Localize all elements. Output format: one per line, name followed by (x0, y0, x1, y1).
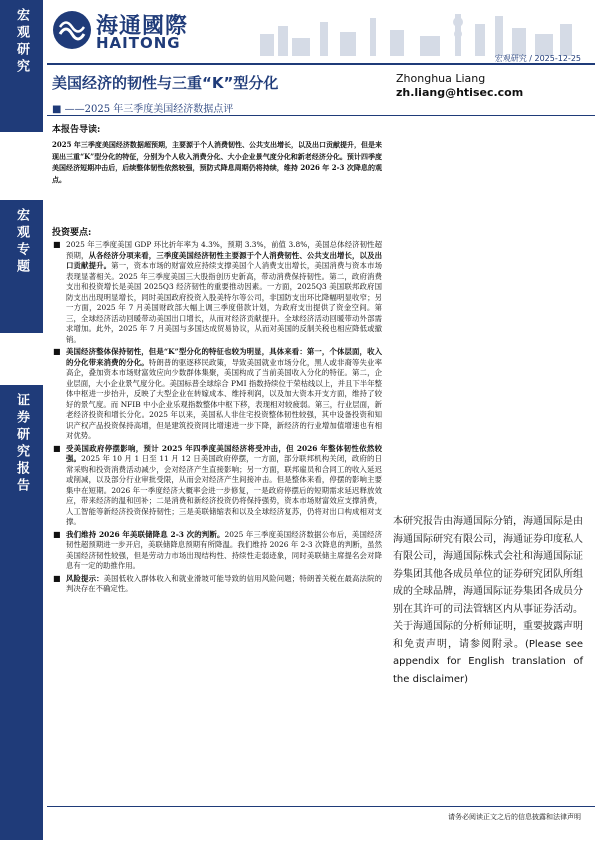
bullet-icon: ■ (53, 529, 61, 539)
guide-text: 2025 年三季度美国经济数据超预期，主要源于个人消费韧性、公共支出增长，以及出口贡献提升，但是来现出三重“K”型分化的特征，分别为个人收入消费分化、大小企业景气度分化和新老经济分化。预计四季度美国经济短期冲击后，后续整体韧性依然较强，预防式降息周期仍将持续，维持 2026 年 2-3 次降息的观点。 (52, 140, 382, 184)
list-item (52, 347, 382, 442)
title-divider (47, 115, 595, 116)
page-title: 美国经济的韧性与三重“K”型分化 (52, 74, 279, 92)
point-text: 特朗普的驱逐移民政策，导致美国就业市场分化，黑人或非裔等失业率高企，叠加资本市场财富效应向少数群体集聚，美国构成了当前美国收入分化的特征。第二，企业层面，大小企业景气度分化。美国标普全球综合 PMI 指数持续位于荣枯线以上，并且下半年整体中枢进一步抬升，反映了大型企业在转嫁成本、维持利润，以及加大资本开支方面，维持了较好的景气度。而 NFIB 中小企业乐观指数整体中枢下移，表现相对较疲弱。第三，行业层面，新老经济投资和增长分化。2025 年以来，美国私人非住宅投资整体韧性较强，其中设备投资和知识产权产品投资保持高增，但是建筑投资同比增速进一步下降，新经济的行业增加值增速也有相对优势。 (66, 357, 382, 440)
point-bold-text: 受美国政府停摆影响，预计 2025 年四季度美国经济将受冲击，但 2026 年整体韧性依然较强。 (66, 443, 382, 463)
points-heading: 投资要点: (52, 228, 92, 238)
disclaimer-cn: 本研究报告由海通国际分销，海通国际是由海通国际研究有限公司，海通证券印度私人有限公司，海通国际株式会社和海通国际证券集团其他各成员单位的证券研究团队所组成的全球品牌，海通国际证券集团各成员分别在其许可的司法管辖区内从事证券活动。关于海通国际的分析师证明，重要披露声明和免责声明，请参阅附录。 (393, 516, 583, 650)
footer-text: 请务必阅读正文之后的信息披露和法律声明 (448, 813, 581, 821)
brand-name-en: HAITONG (96, 34, 181, 52)
guide-heading: 本报告导读: (52, 125, 101, 135)
point-text: 第一，资本市场的财富效应持续支撑美国个人消费支出增长，美国消费与资本市场表现显著相关。2025 年三季度美国三大股指创历史新高，带动消费保持韧性。第二，政府消费支出和投资增长是美国 2025Q3 经济韧性的重要推动因素。一方面，2025Q3 美国联邦政府国防支出出现明显增长，同时美国政府投资入股美特尔等公司，非国防支出环比降幅明显收窄；另一方面，2025 年 7 月美国财政部大幅上调三季度借款计划，为政府支出提供了资金空间。第三，全球经济活动回暖带动美国出口增长，从而对经济贡献提升。全球经济活动回暖带动外部需求增加。此外，2025 年 7 月美国与多国达成贸易协议，从而对美国的反制关税也相应降低或撤销。 (66, 261, 382, 344)
list-item (52, 444, 382, 528)
list-item (52, 530, 382, 572)
author-name: Zhonghua Liang (396, 72, 486, 85)
bullet-icon: ■ (53, 443, 61, 453)
report-category: 宏观研究 (494, 54, 527, 63)
point-text: 美国低收入群体收入和就业滑坡可能导致的信用风险问题；特朗普关税在最高法院的判决存在不确定性。 (66, 573, 382, 593)
bullet-icon: ■ (53, 347, 61, 356)
investment-points-list (52, 240, 382, 597)
left-sidebar (0, 0, 43, 841)
point-text: 2025 年三季度美国 GDP 环比折年率为 4.3%，预期 3.3%，前值 3.8%，美国总体经济韧性超预期， (66, 240, 382, 260)
sidebar-section-securities-report: 证券研究报告 (0, 385, 43, 840)
page-subtitle: ■ ——2025 年三季度美国经济数据点评 (52, 104, 234, 115)
point-text: 2025 年 10 月 1 日至 11 月 12 日美国政府停摆，一方面，部分联邦机构关闭，政府的日常采购和投资消费活动减少，会对经济产生直接影响；另一方面，联邦雇员和合同工的收入延迟或削减，以及部分行业审批受限，从而会对经济产生间接冲击。但是整体来看，停摆的影响主要集中在短期。2026 年一季度经济大概率会进一步修复，一是政府停摆后的短期需求延迟释放效应，带来经济的温和回补；二是消费和新经济投资仍将保持强势，资本市场财富效应支撑消费，人工智能等新经济投资保持韧性；三是美联储缩表和以及全球经济复苏，仍将对出口构成相对支撑。 (66, 454, 382, 526)
haitong-logo-icon (52, 10, 92, 50)
footer-divider (47, 806, 595, 807)
point-bold-text: 美国经济整体保持韧性，但是“K”型分化的特征也较为明显，具体来看：第一，个体层面，收入的分化带来消费的分化。 (66, 347, 382, 367)
point-text: 2025 年三季度美国经济数据公布后，美国经济韧性超预期进一步开启，美联储降息预期有所降温。我们维持 2026 年 2-3 次降息的判断，虽然美国经济韧性较强，但是劳动力市场出现结构性、持续性走弱迹象，同时美联储主席提名会对降息有一定的助推作用。 (66, 529, 382, 570)
city-skyline-watermark (250, 4, 580, 56)
disclaimer-en: (Please see appendix for English translation of the disclaimer) (393, 638, 584, 685)
bullet-icon: ■ (53, 240, 61, 249)
point-bold-text: 我们维持 2026 年美联储降息 2-3 次的判断。 (66, 529, 225, 539)
bullet-icon: ■ (53, 573, 61, 583)
brand-name-cn: 海通國際 (96, 14, 189, 39)
sidebar-section-macro-research: 宏观研究 (0, 0, 43, 132)
header-divider (47, 63, 595, 65)
list-item (52, 240, 382, 345)
point-bold-text: 风险提示： (66, 573, 104, 583)
list-item (52, 574, 382, 595)
author-email[interactable]: zh.liang@htisec.com (396, 86, 524, 99)
point-bold-text: 从各经济分项来看，三季度美国经济韧性主要源于个人消费韧性、公共支出增长，以及出口贡献提升。 (66, 250, 382, 270)
sidebar-section-macro-topic: 宏观专题 (0, 200, 43, 333)
disclaimer-block (393, 513, 583, 688)
meta-separator: / (529, 54, 532, 63)
report-date: 2025-12-25 (534, 54, 581, 63)
